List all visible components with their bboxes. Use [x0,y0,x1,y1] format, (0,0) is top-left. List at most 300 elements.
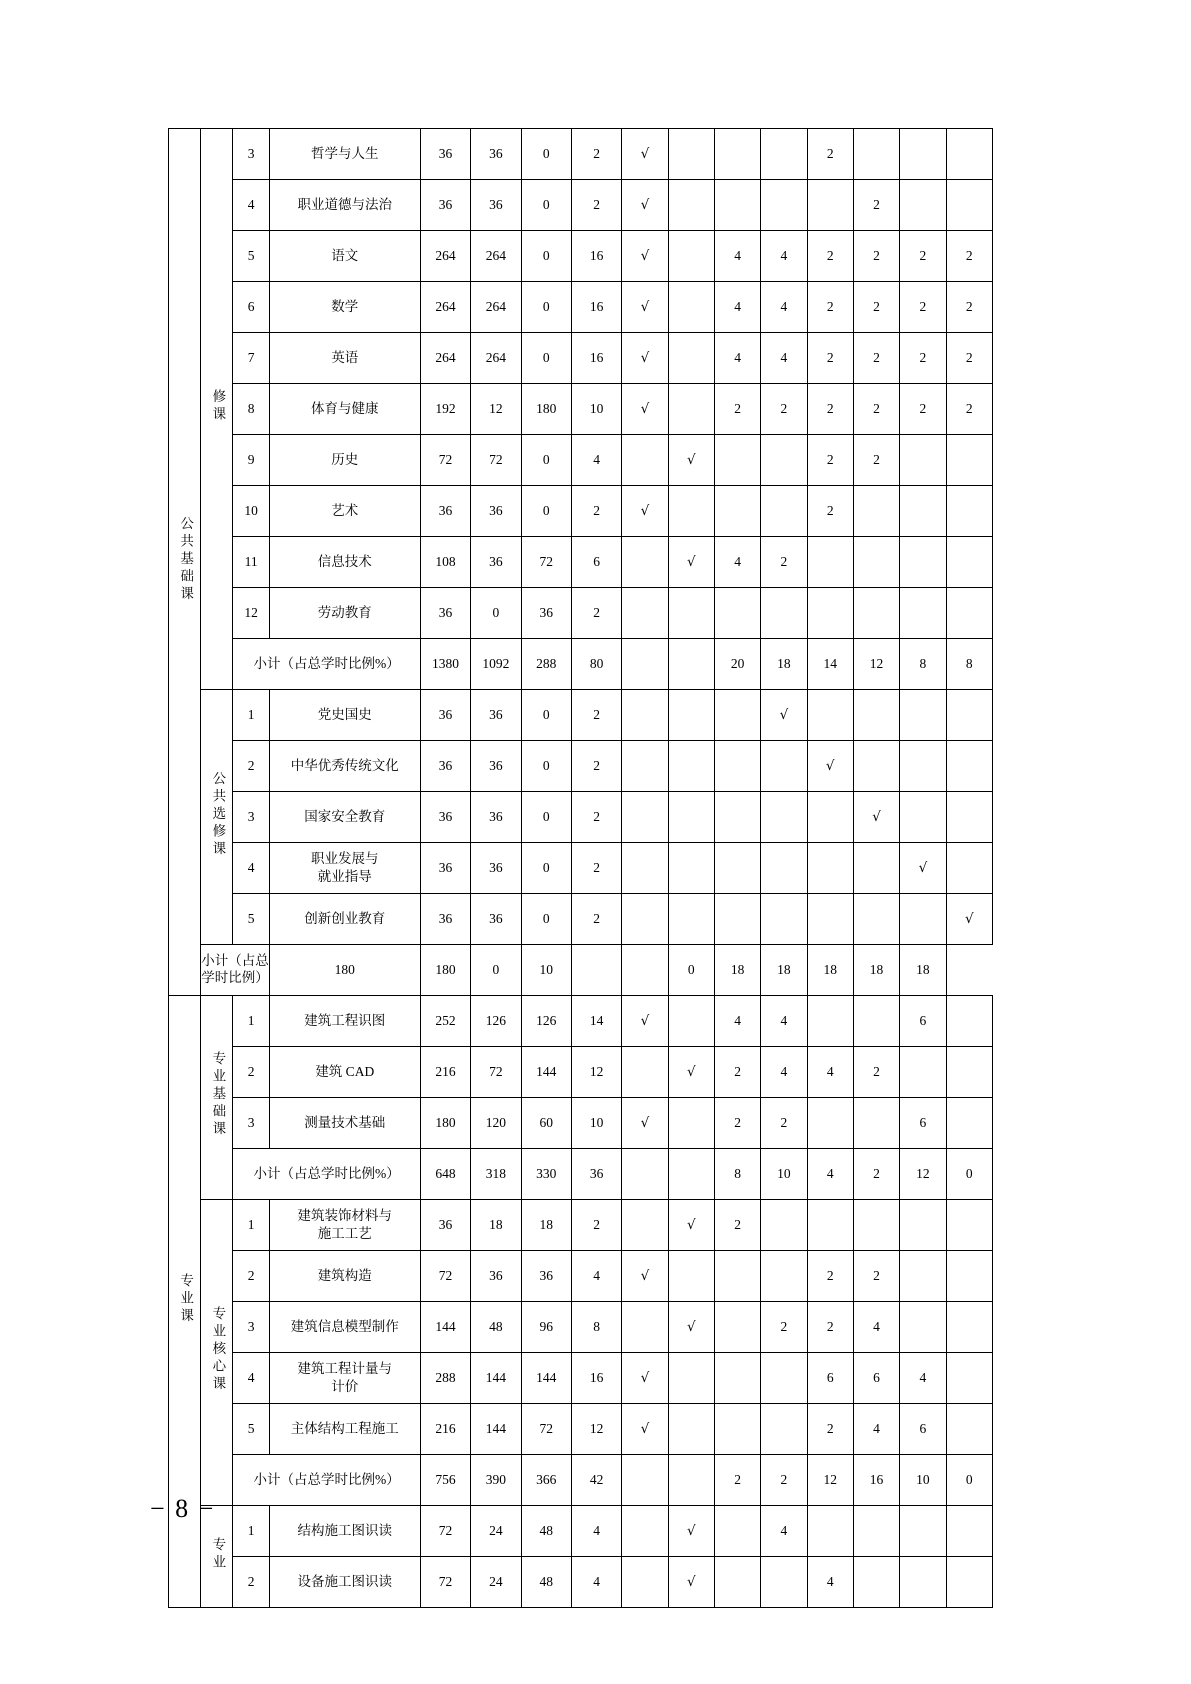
subtotal-row [169,1455,993,1506]
subtotal-credits: 10 [521,945,571,996]
subgroup-label-public-elective: 公共选修课 [201,690,233,945]
theory-hours: 36 [471,843,521,894]
course-name: 国家安全教育 [269,792,420,843]
table-row [169,1047,993,1098]
term-6 [946,435,992,486]
term-1 [714,690,760,741]
total-hours: 252 [420,996,470,1047]
term-2 [761,180,807,231]
course-name: 艺术 [269,486,420,537]
term-6 [946,1047,992,1098]
subgroup-label-major-elective: 专业 [201,1506,233,1608]
subtotal-credits: 36 [571,1149,621,1200]
course-name: 劳动教育 [269,588,420,639]
term-1: 2 [714,384,760,435]
credits: 12 [571,1047,621,1098]
total-hours: 264 [420,282,470,333]
term-2: 4 [761,333,807,384]
practice-hours: 48 [521,1506,571,1557]
row-no: 2 [233,1557,269,1608]
practice-hours: 96 [521,1302,571,1353]
term-5: 4 [900,1353,946,1404]
term-1: 2 [714,1098,760,1149]
subtotal-label: 小计（占总学时比例%） [233,1455,420,1506]
term-4: 2 [853,1251,899,1302]
credits: 16 [571,231,621,282]
subtotal-term-6: 0 [946,1149,992,1200]
subtotal-term-2: 18 [714,945,760,996]
theory-hours: 144 [471,1404,521,1455]
term-4 [853,690,899,741]
course-name: 测量技术基础 [269,1098,420,1149]
term-2: 2 [761,1098,807,1149]
subtotal-practice-hours: 0 [471,945,521,996]
subgroup-label-major-basic: 专业基础课 [201,996,233,1200]
table-row [169,282,993,333]
term-1 [714,129,760,180]
total-hours: 108 [420,537,470,588]
exam-mark: √ [622,384,668,435]
subtotal-term-4: 2 [853,1149,899,1200]
row-no: 9 [233,435,269,486]
theory-hours: 36 [471,894,521,945]
term-1: 4 [714,996,760,1047]
subtotal-exam [622,639,668,690]
course-name: 语文 [269,231,420,282]
term-2 [761,1404,807,1455]
subtotal-exam [622,1149,668,1200]
term-1 [714,1353,760,1404]
term-3: 2 [807,435,853,486]
term-2 [761,129,807,180]
total-hours: 36 [420,129,470,180]
subtotal-credits: 42 [571,1455,621,1506]
credits: 4 [571,435,621,486]
course-name: 英语 [269,333,420,384]
term-3: √ [807,741,853,792]
course-name-line1: 职业发展与 [311,850,379,866]
exam-mark: √ [622,996,668,1047]
term-3: 2 [807,282,853,333]
table-row [169,894,993,945]
table-row [169,1200,993,1251]
course-name: 建筑 CAD [269,1047,420,1098]
theory-hours: 264 [471,333,521,384]
term-3: 2 [807,333,853,384]
term-5: 2 [900,231,946,282]
term-4: 2 [853,180,899,231]
total-hours: 264 [420,333,470,384]
subtotal-label: 小计（占总学时比例） [201,945,269,996]
total-hours: 36 [420,741,470,792]
term-1 [714,792,760,843]
exam-mark: √ [622,333,668,384]
course-name-line1: 建筑工程计量与 [297,1360,393,1376]
term-6 [946,1251,992,1302]
row-no: 3 [233,1098,269,1149]
term-4: 2 [853,333,899,384]
term-1 [714,741,760,792]
course-name: 体育与健康 [269,384,420,435]
course-name-line2: 施工工艺 [317,1226,372,1241]
term-6 [946,741,992,792]
term-6 [946,1200,992,1251]
practice-hours: 126 [521,996,571,1047]
subtotal-label: 小计（占总学时比例%） [233,1149,420,1200]
table-row [169,384,993,435]
term-5: 2 [900,333,946,384]
total-hours: 72 [420,1251,470,1302]
term-6: 2 [946,333,992,384]
assess-mark: √ [668,1557,714,1608]
row-no: 12 [233,588,269,639]
row-no: 6 [233,282,269,333]
subtotal-term-1: 8 [714,1149,760,1200]
assess-mark [668,792,714,843]
exam-mark: √ [622,1404,668,1455]
term-1: 4 [714,231,760,282]
subgroup-label-major-core: 专业核心课 [201,1200,233,1506]
total-hours: 36 [420,792,470,843]
table-row [169,537,993,588]
term-5 [900,486,946,537]
subtotal-theory-hours: 390 [471,1455,521,1506]
theory-hours: 36 [471,486,521,537]
term-4 [853,1557,899,1608]
term-3 [807,792,853,843]
credits: 8 [571,1302,621,1353]
term-4 [853,843,899,894]
term-3 [807,996,853,1047]
table-row [169,129,993,180]
credits: 16 [571,1353,621,1404]
term-4: 2 [853,231,899,282]
table-row [169,690,993,741]
subtotal-term-2: 18 [761,639,807,690]
term-6 [946,843,992,894]
total-hours: 36 [420,894,470,945]
term-2: 2 [761,384,807,435]
subtotal-term-6: 18 [900,945,946,996]
term-6 [946,1353,992,1404]
term-3 [807,180,853,231]
practice-hours: 0 [521,486,571,537]
theory-hours: 264 [471,282,521,333]
table-row [169,231,993,282]
subtotal-practice-hours: 288 [521,639,571,690]
course-name-line1: 建筑装饰材料与 [297,1207,393,1223]
row-no: 2 [233,1047,269,1098]
term-4 [853,537,899,588]
theory-hours: 36 [471,690,521,741]
term-2 [761,1200,807,1251]
table-row [169,741,993,792]
row-no: 3 [233,129,269,180]
subtotal-term-2: 10 [761,1149,807,1200]
total-hours: 36 [420,1200,470,1251]
assess-mark [668,741,714,792]
term-6: 2 [946,282,992,333]
term-5: 6 [900,996,946,1047]
table-row [169,1353,993,1404]
term-4 [853,486,899,537]
row-no: 1 [233,690,269,741]
term-2: 4 [761,996,807,1047]
exam-mark [622,690,668,741]
credits: 4 [571,1251,621,1302]
practice-hours: 0 [521,894,571,945]
course-name-line2: 就业指导 [317,869,372,884]
exam-mark [622,1557,668,1608]
term-5: 2 [900,384,946,435]
term-4 [853,1200,899,1251]
course-name: 党史国史 [269,690,420,741]
total-hours: 36 [420,486,470,537]
assess-mark: √ [668,1506,714,1557]
subtotal-row [169,1149,993,1200]
subtotal-term-6: 8 [946,639,992,690]
term-5: 6 [900,1098,946,1149]
term-6 [946,690,992,741]
assess-mark [668,180,714,231]
assess-mark [668,843,714,894]
term-2: 2 [761,1302,807,1353]
exam-mark [622,588,668,639]
theory-hours: 36 [471,129,521,180]
theory-hours: 24 [471,1557,521,1608]
term-4: 4 [853,1404,899,1455]
subtotal-total-hours: 1380 [420,639,470,690]
term-5 [900,180,946,231]
total-hours: 72 [420,1557,470,1608]
course-name: 历史 [269,435,420,486]
practice-hours: 36 [521,588,571,639]
term-6 [946,1302,992,1353]
term-1 [714,180,760,231]
assess-mark [668,690,714,741]
subtotal-exam [622,1455,668,1506]
practice-hours: 144 [521,1047,571,1098]
credits: 16 [571,333,621,384]
term-2 [761,1251,807,1302]
assess-mark: √ [668,1302,714,1353]
term-1 [714,486,760,537]
subtotal-term-1: 0 [668,945,714,996]
term-5: √ [900,843,946,894]
assess-mark [668,231,714,282]
term-1: 2 [714,1047,760,1098]
term-2: 4 [761,1506,807,1557]
course-name [269,1353,420,1404]
term-5 [900,894,946,945]
subtotal-term-3: 4 [807,1149,853,1200]
assess-mark [668,1251,714,1302]
term-2: √ [761,690,807,741]
term-5 [900,741,946,792]
row-no: 7 [233,333,269,384]
term-5: 6 [900,1404,946,1455]
term-5 [900,588,946,639]
subtotal-practice-hours: 366 [521,1455,571,1506]
table-row [169,843,993,894]
table-row [169,333,993,384]
term-3 [807,1506,853,1557]
subtotal-term-5: 10 [900,1455,946,1506]
assess-mark [668,384,714,435]
term-2 [761,588,807,639]
term-1 [714,588,760,639]
term-4 [853,996,899,1047]
credits: 2 [571,1200,621,1251]
theory-hours: 120 [471,1098,521,1149]
practice-hours: 0 [521,231,571,282]
term-4: 2 [853,384,899,435]
subtotal-term-4: 16 [853,1455,899,1506]
theory-hours: 36 [471,180,521,231]
assess-mark [668,996,714,1047]
row-no: 4 [233,1353,269,1404]
total-hours: 36 [420,843,470,894]
subtotal-total-hours: 648 [420,1149,470,1200]
credits: 2 [571,792,621,843]
table-row [169,996,993,1047]
term-6 [946,1557,992,1608]
course-name [269,843,420,894]
subtotal-term-3: 14 [807,639,853,690]
row-no: 4 [233,180,269,231]
course-name: 创新创业教育 [269,894,420,945]
assess-mark: √ [668,537,714,588]
exam-mark: √ [622,1251,668,1302]
course-name: 建筑构造 [269,1251,420,1302]
term-5 [900,1200,946,1251]
exam-mark [622,792,668,843]
term-3 [807,894,853,945]
assess-mark [668,129,714,180]
course-name: 职业道德与法治 [269,180,420,231]
practice-hours: 48 [521,1557,571,1608]
term-5 [900,1506,946,1557]
term-5 [900,435,946,486]
course-name: 数学 [269,282,420,333]
term-3: 4 [807,1557,853,1608]
term-2 [761,435,807,486]
subtotal-theory-hours: 1092 [471,639,521,690]
subtotal-term-3: 12 [807,1455,853,1506]
exam-mark: √ [622,1353,668,1404]
term-6: √ [946,894,992,945]
term-1 [714,1557,760,1608]
term-6 [946,588,992,639]
term-1 [714,1302,760,1353]
subtotal-total-hours: 756 [420,1455,470,1506]
theory-hours: 18 [471,1200,521,1251]
course-name: 主体结构工程施工 [269,1404,420,1455]
exam-mark: √ [622,282,668,333]
practice-hours: 180 [521,384,571,435]
term-1 [714,435,760,486]
term-6 [946,792,992,843]
practice-hours: 0 [521,333,571,384]
row-no: 1 [233,996,269,1047]
course-name: 中华优秀传统文化 [269,741,420,792]
credits: 4 [571,1557,621,1608]
theory-hours: 72 [471,1047,521,1098]
term-1 [714,894,760,945]
theory-hours: 0 [471,588,521,639]
term-6 [946,129,992,180]
subtotal-row [169,639,993,690]
term-2 [761,843,807,894]
term-3 [807,1098,853,1149]
total-hours: 288 [420,1353,470,1404]
row-no: 3 [233,1302,269,1353]
theory-hours: 12 [471,384,521,435]
total-hours: 180 [420,1098,470,1149]
assess-mark [668,1404,714,1455]
term-6 [946,996,992,1047]
term-2 [761,1353,807,1404]
term-1 [714,1506,760,1557]
term-3 [807,1200,853,1251]
total-hours: 216 [420,1047,470,1098]
term-2 [761,1557,807,1608]
term-4: √ [853,792,899,843]
table-row [169,486,993,537]
subtotal-assess [622,945,668,996]
table-row [169,1251,993,1302]
term-3: 4 [807,1047,853,1098]
row-no: 2 [233,741,269,792]
row-no: 10 [233,486,269,537]
credits: 2 [571,843,621,894]
practice-hours: 0 [521,843,571,894]
table-row [169,180,993,231]
term-4 [853,588,899,639]
credits: 14 [571,996,621,1047]
course-name: 设备施工图识读 [269,1557,420,1608]
subtotal-credits: 80 [571,639,621,690]
term-3: 2 [807,129,853,180]
total-hours: 192 [420,384,470,435]
term-4 [853,129,899,180]
credits: 10 [571,384,621,435]
term-2 [761,741,807,792]
term-3 [807,588,853,639]
theory-hours: 24 [471,1506,521,1557]
row-no: 5 [233,231,269,282]
subtotal-term-1: 20 [714,639,760,690]
credits: 6 [571,537,621,588]
term-4 [853,1098,899,1149]
term-2: 4 [761,282,807,333]
term-4: 2 [853,1047,899,1098]
term-2: 4 [761,231,807,282]
credits: 12 [571,1404,621,1455]
subtotal-term-6: 0 [946,1455,992,1506]
subtotal-assess [668,639,714,690]
theory-hours: 264 [471,231,521,282]
subtotal-exam [571,945,621,996]
term-6 [946,1506,992,1557]
table-row [169,1506,993,1557]
subtotal-term-5: 12 [900,1149,946,1200]
subtotal-term-4: 18 [807,945,853,996]
assess-mark [668,333,714,384]
term-5 [900,792,946,843]
subgroup-label-required: 修课 [201,129,233,690]
credits: 2 [571,741,621,792]
